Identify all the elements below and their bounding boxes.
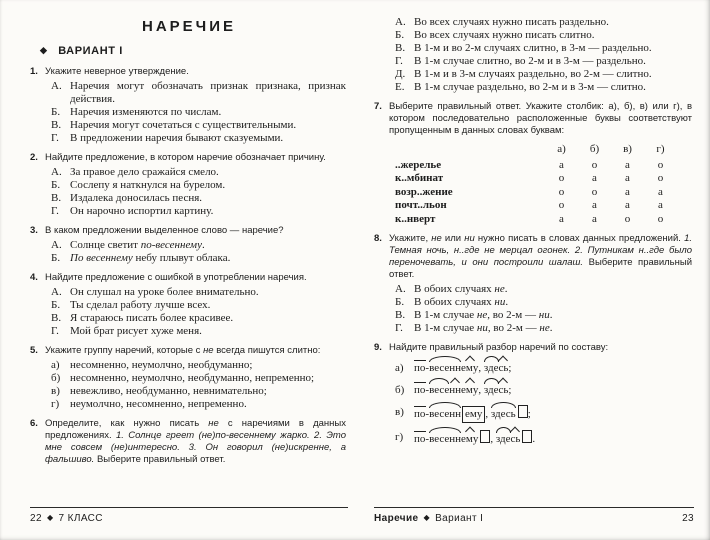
answer-option bbox=[395, 309, 694, 322]
question-stem bbox=[389, 101, 694, 137]
answer-option bbox=[51, 312, 348, 325]
text-run: неумолчно, несомненно, непременно. bbox=[70, 398, 247, 410]
answer-option bbox=[51, 325, 348, 338]
option-text bbox=[70, 80, 348, 106]
page-title: НАРЕЧИЕ bbox=[141, 18, 236, 35]
option-text bbox=[414, 322, 694, 335]
text-run: Выберите правильный ответ. bbox=[389, 257, 692, 280]
table-col-header: а) bbox=[557, 143, 566, 155]
text-run: В 1-м и во 2-м случаях слитно, в 3-м — раздельно. bbox=[414, 42, 652, 54]
text-run: Наречия изменяются по числам. bbox=[70, 106, 222, 118]
answer-option bbox=[395, 405, 694, 423]
morpheme-suffix: сь bbox=[510, 433, 521, 445]
option-text bbox=[70, 325, 348, 338]
answer-option bbox=[51, 398, 348, 411]
option-text bbox=[414, 81, 694, 94]
answer-option bbox=[51, 80, 348, 106]
text-run: нужно писать в словах данных предложений. bbox=[474, 233, 685, 244]
morpheme-suffix: ему bbox=[461, 362, 479, 374]
text-run: , во 2-м — bbox=[487, 309, 539, 321]
text-run: ; bbox=[527, 408, 531, 420]
option-label: в) bbox=[51, 385, 60, 397]
morpheme-suffix: сь bbox=[498, 362, 509, 374]
text-run: Определите, как нужно писать bbox=[45, 418, 209, 429]
question-head bbox=[30, 418, 348, 466]
question-head bbox=[30, 272, 348, 284]
question-number: 7. bbox=[374, 101, 382, 112]
text-run: . bbox=[504, 283, 508, 295]
option-text bbox=[70, 179, 348, 192]
text-run: , bbox=[478, 362, 484, 374]
text-run: ни bbox=[476, 322, 488, 334]
text-run: ни bbox=[464, 233, 475, 244]
text-run: или bbox=[441, 233, 465, 244]
table-cell: а bbox=[625, 199, 630, 211]
option-label: Г. bbox=[51, 205, 59, 217]
question-stem bbox=[45, 152, 348, 164]
answer-option bbox=[51, 252, 348, 265]
option-text bbox=[414, 430, 694, 447]
answer-option bbox=[395, 42, 694, 55]
morpheme-zero bbox=[480, 430, 490, 443]
morpheme-zero bbox=[518, 405, 528, 418]
text-run: . bbox=[532, 433, 536, 445]
page-left bbox=[20, 0, 356, 540]
answer-option bbox=[51, 239, 348, 252]
question-head bbox=[30, 152, 348, 164]
option-label: В. bbox=[395, 42, 406, 54]
question-2 bbox=[30, 152, 348, 218]
text-run: небу плывут облака. bbox=[132, 252, 231, 264]
question-number: 9. bbox=[374, 342, 382, 353]
option-text bbox=[414, 42, 694, 55]
table-row bbox=[395, 186, 694, 200]
option-label: А. bbox=[51, 80, 62, 92]
question-head bbox=[30, 345, 348, 357]
table-word: ..жерелье bbox=[395, 158, 442, 171]
text-run: Наречия могут сочетаться с существительными. bbox=[70, 119, 297, 131]
option-text bbox=[70, 205, 348, 218]
table-cell: а bbox=[658, 185, 663, 198]
option-label: А. bbox=[395, 283, 406, 295]
text-run: Он нарочно испортил картину. bbox=[70, 205, 214, 217]
table-col-header: г) bbox=[656, 143, 665, 155]
option-label: Б. bbox=[51, 106, 61, 118]
option-text bbox=[70, 192, 348, 205]
option-text bbox=[414, 16, 694, 29]
table-cell: о bbox=[591, 185, 598, 198]
table-cell: о bbox=[558, 185, 565, 198]
question-stem bbox=[45, 418, 348, 466]
answer-option bbox=[395, 16, 694, 29]
answer-option bbox=[395, 68, 694, 81]
option-text bbox=[70, 166, 348, 179]
text-run: 1. Солнце греет (не)по-весеннему жарко. 2. Это мне совсем (не)интересно. 3. Он говорил (не)искренне, а фальшиво. bbox=[45, 430, 346, 465]
answer-option bbox=[395, 383, 694, 398]
answer-option bbox=[395, 55, 694, 68]
text-run: Найдите предложение, в котором наречие обозначает причину. bbox=[45, 152, 326, 163]
text-run: невежливо, необдуманно, невнимательно; bbox=[70, 385, 267, 397]
morpheme-zero bbox=[522, 430, 532, 443]
option-label: в) bbox=[395, 406, 404, 418]
table-cell: а bbox=[625, 185, 630, 198]
text-run: всегда пишутся слитно: bbox=[213, 345, 321, 356]
option-label: Б. bbox=[395, 296, 405, 308]
option-text bbox=[414, 405, 694, 423]
table-word: к..мбинат bbox=[395, 172, 444, 184]
morpheme-root: зде bbox=[495, 433, 511, 445]
table-header-row bbox=[395, 143, 694, 157]
table-cell: а bbox=[559, 212, 564, 225]
table-cell: о bbox=[657, 158, 664, 171]
answer-option bbox=[51, 166, 348, 179]
text-run: Выберите правильный ответ. Укажите столбик: а), б), в) или г), в котором последовательно расположенные буквы соответствуют пропущенным в данных словах буквам: bbox=[389, 101, 692, 136]
option-text bbox=[70, 312, 348, 325]
option-label: Г. bbox=[395, 55, 403, 67]
table-word-spacer bbox=[395, 143, 545, 157]
page-footer-left bbox=[30, 507, 348, 524]
answer-option bbox=[51, 359, 348, 372]
question-head bbox=[30, 225, 348, 237]
question-head bbox=[374, 101, 694, 137]
table-col-header: в) bbox=[623, 143, 632, 155]
text-run: , bbox=[478, 384, 484, 396]
option-text bbox=[414, 309, 694, 322]
answer-option bbox=[51, 299, 348, 312]
text-run: 1. Темная ночь, н..где не мерцал огонек. 2. Путникам н..где было переночевать, и они построили шалаш. bbox=[389, 233, 692, 268]
diamond-icon: ◆ bbox=[46, 513, 54, 522]
question-1 bbox=[30, 66, 348, 145]
option-label: Б. bbox=[51, 252, 61, 264]
table-cell: о bbox=[591, 158, 598, 171]
question-head bbox=[30, 66, 348, 78]
text-run: не bbox=[476, 309, 488, 321]
text-run: ; bbox=[508, 362, 512, 374]
option-text bbox=[70, 286, 348, 299]
table-col-header: б) bbox=[589, 143, 600, 155]
text-run: ни bbox=[494, 296, 506, 308]
option-label: Е. bbox=[395, 81, 405, 93]
footer-section: Наречие bbox=[374, 513, 419, 524]
text-run: , bbox=[490, 433, 496, 445]
answer-option bbox=[51, 119, 348, 132]
question-number: 6. bbox=[30, 418, 38, 429]
option-label: Д. bbox=[395, 68, 406, 80]
footer-variant: Вариант I bbox=[435, 513, 484, 524]
text-run: Укажите группу наречий, которые с bbox=[45, 345, 204, 356]
table-row bbox=[395, 172, 694, 186]
text-run: не bbox=[203, 345, 214, 356]
question-head bbox=[374, 342, 694, 354]
text-run: Он слушал на уроке более внимательно. bbox=[70, 286, 259, 298]
text-run: В 1-м случае раздельно, во 2-м и в 3-м — слитно. bbox=[414, 81, 646, 93]
question-stem bbox=[389, 233, 694, 281]
text-run: Мой брат рисует хуже меня. bbox=[70, 325, 202, 337]
text-run: Найдите правильный разбор наречий по составу: bbox=[389, 342, 609, 353]
page-footer-right bbox=[374, 507, 694, 524]
answer-option bbox=[395, 361, 694, 376]
text-run: В 1-м случае слитно, во 2-м и в 3-м — раздельно. bbox=[414, 55, 646, 67]
option-text bbox=[70, 359, 348, 372]
footer-label: 7 КЛАСС bbox=[58, 513, 103, 524]
text-run: Ты сделал работу лучше всех. bbox=[70, 299, 211, 311]
question-number: 3. bbox=[30, 225, 38, 236]
morpheme-ending: ему bbox=[462, 406, 485, 423]
answer-option bbox=[395, 283, 694, 296]
text-run: Издалека доносилась песня. bbox=[70, 192, 203, 204]
option-label: В. bbox=[395, 309, 406, 321]
text-run: ; bbox=[508, 384, 512, 396]
morpheme-root: здесь bbox=[490, 408, 516, 420]
question-8 bbox=[374, 233, 694, 335]
table-cell: а bbox=[559, 158, 564, 171]
answer-option bbox=[51, 205, 348, 218]
option-label: Г. bbox=[395, 322, 403, 334]
option-text bbox=[70, 252, 348, 265]
option-text bbox=[70, 299, 348, 312]
text-run: Укажите неверное утверждение. bbox=[45, 66, 189, 77]
question-stem bbox=[45, 66, 348, 78]
text-run: ни bbox=[538, 309, 550, 321]
answer-option bbox=[395, 29, 694, 42]
answer-option bbox=[51, 192, 348, 205]
option-label: а) bbox=[395, 362, 404, 374]
question-9 bbox=[374, 342, 694, 447]
text-run: В предложении наречия бывают сказуемыми. bbox=[70, 132, 284, 144]
question-number: 1. bbox=[30, 66, 38, 77]
morpheme-suffix: сь bbox=[498, 384, 509, 396]
table-cell: а bbox=[592, 199, 597, 211]
table-row bbox=[395, 199, 694, 213]
answer-option bbox=[51, 132, 348, 145]
letter-table bbox=[395, 143, 694, 226]
text-run: Выберите правильный ответ. bbox=[94, 454, 226, 465]
option-label: А. bbox=[51, 239, 62, 251]
table-word: почт..льон bbox=[395, 199, 447, 211]
option-label: г) bbox=[51, 398, 60, 410]
option-text bbox=[70, 385, 348, 398]
morpheme-root: весенн bbox=[429, 433, 462, 445]
diamond-icon: ◆ bbox=[423, 513, 431, 522]
question-stem bbox=[389, 342, 694, 354]
morpheme-root: весе bbox=[429, 384, 450, 396]
table-cell: о bbox=[657, 172, 664, 184]
table-cell: а bbox=[658, 199, 663, 211]
text-run: с наречиями в данных предложениях. bbox=[45, 418, 346, 441]
question-3 bbox=[30, 225, 348, 265]
option-text bbox=[70, 372, 348, 385]
question-number: 8. bbox=[374, 233, 382, 244]
option-label: б) bbox=[395, 384, 405, 396]
text-run: В 1-м и в 3-м случаях раздельно, во 2-м — слитно. bbox=[414, 68, 652, 80]
table-cell: о bbox=[657, 212, 664, 225]
text-run: Найдите предложение с ошибкой в употреблении наречия. bbox=[45, 272, 307, 283]
text-run: Солнце светит bbox=[70, 239, 141, 251]
text-run: Я стараюсь писать более красивее. bbox=[70, 312, 234, 324]
morpheme-root: весенн bbox=[429, 362, 462, 374]
option-text bbox=[70, 132, 348, 145]
question-continued bbox=[374, 16, 694, 94]
answer-option bbox=[395, 296, 694, 309]
text-run: По весеннему bbox=[70, 252, 133, 264]
text-run: несомненно, неумолчно, необдуманно; bbox=[70, 359, 253, 371]
text-run: В 1-м случае bbox=[414, 309, 477, 321]
text-run: , во 2-м — bbox=[487, 322, 540, 334]
answer-option bbox=[51, 372, 348, 385]
text-run: Укажите, bbox=[389, 233, 432, 244]
question-head bbox=[374, 233, 694, 281]
answer-option bbox=[51, 106, 348, 119]
table-row bbox=[395, 159, 694, 173]
morpheme-prefix: по- bbox=[414, 362, 430, 374]
question-stem bbox=[45, 345, 348, 357]
option-label: Б. bbox=[51, 299, 61, 311]
option-text bbox=[70, 119, 348, 132]
table-cell: а bbox=[592, 172, 597, 184]
question-6 bbox=[30, 418, 348, 466]
page-number: 22 bbox=[30, 513, 42, 524]
question-number: 5. bbox=[30, 345, 38, 356]
questions-left bbox=[30, 66, 348, 466]
option-label: А. bbox=[51, 286, 62, 298]
table-cell: а bbox=[625, 158, 630, 171]
option-label: В. bbox=[51, 312, 62, 324]
page-right bbox=[372, 0, 700, 540]
question-number: 4. bbox=[30, 272, 38, 283]
option-label: В. bbox=[51, 192, 62, 204]
variant-label: ВАРИАНТ I bbox=[58, 45, 123, 57]
question-number: 2. bbox=[30, 152, 38, 163]
option-text bbox=[414, 361, 694, 376]
option-text bbox=[70, 239, 348, 252]
option-text bbox=[414, 383, 694, 398]
text-run: несомненно, неумолчно, необдуманно, непременно; bbox=[70, 372, 315, 384]
morpheme-root: зде bbox=[483, 384, 499, 396]
answer-option bbox=[51, 179, 348, 192]
morpheme-root: зде bbox=[483, 362, 499, 374]
text-run: по-весеннему bbox=[140, 239, 202, 251]
table-word: возр..жение bbox=[395, 185, 453, 198]
answer-option bbox=[51, 286, 348, 299]
question-4 bbox=[30, 272, 348, 338]
table-cell: о bbox=[558, 199, 565, 211]
text-run: , bbox=[485, 408, 491, 420]
text-run: В каком предложении выделенное слово — наречие? bbox=[45, 225, 284, 236]
option-label: Г. bbox=[51, 132, 59, 144]
text-run: Во всех случаях нужно писать раздельно. bbox=[414, 16, 609, 28]
option-label: а) bbox=[51, 359, 60, 371]
option-label: В. bbox=[51, 119, 62, 131]
question-stem bbox=[45, 225, 348, 237]
option-text bbox=[70, 398, 348, 411]
text-run: В обоих случаях bbox=[414, 283, 495, 295]
option-text bbox=[414, 29, 694, 42]
answer-option bbox=[395, 322, 694, 335]
morpheme-suffix: ему bbox=[461, 384, 479, 396]
morpheme-prefix: по- bbox=[414, 408, 430, 420]
table-row bbox=[395, 213, 694, 227]
table-cell: о bbox=[558, 172, 565, 184]
answer-option bbox=[51, 385, 348, 398]
option-label: Б. bbox=[395, 29, 405, 41]
questions-right bbox=[374, 16, 694, 447]
question-stem bbox=[45, 272, 348, 284]
option-text bbox=[414, 283, 694, 296]
text-run: не bbox=[539, 322, 550, 334]
text-run: Во всех случаях нужно писать слитно. bbox=[414, 29, 595, 41]
option-text bbox=[414, 296, 694, 309]
option-label: А. bbox=[395, 16, 406, 28]
table-word: к..нверт bbox=[395, 212, 436, 225]
text-run: не bbox=[494, 283, 505, 295]
text-run: . bbox=[505, 296, 509, 308]
text-run: . bbox=[549, 309, 553, 321]
text-run: не bbox=[431, 233, 442, 244]
option-text bbox=[414, 55, 694, 68]
variant-heading bbox=[40, 45, 348, 57]
text-run: не bbox=[208, 418, 219, 429]
morpheme-root: весенн bbox=[429, 408, 462, 420]
option-label: б) bbox=[51, 372, 61, 384]
morpheme-suffix: нн bbox=[449, 384, 462, 396]
table-cell: а bbox=[592, 212, 597, 225]
table-cell: о bbox=[624, 212, 631, 225]
text-run: За правое дело сражайся смело. bbox=[70, 166, 219, 178]
morpheme-suffix: ему bbox=[461, 433, 479, 445]
option-label: А. bbox=[51, 166, 62, 178]
text-run: В обоих случаях bbox=[414, 296, 495, 308]
text-run: В 1-м случае bbox=[414, 322, 477, 334]
text-run: . bbox=[549, 322, 553, 334]
option-label: Г. bbox=[51, 325, 59, 337]
question-7 bbox=[374, 101, 694, 226]
text-run: . bbox=[201, 239, 205, 251]
table-cell: а bbox=[625, 172, 630, 184]
answer-option bbox=[395, 81, 694, 94]
text-run: Наречия могут обозначать признак признака, признак действия. bbox=[70, 80, 346, 105]
option-label: Б. bbox=[51, 179, 61, 191]
option-label: г) bbox=[395, 431, 404, 443]
option-text bbox=[414, 68, 694, 81]
option-text bbox=[70, 106, 348, 119]
diamond-icon: ◆ bbox=[40, 45, 48, 55]
text-run: Сослепу я наткнулся на бурелом. bbox=[70, 179, 226, 191]
morpheme-prefix: по- bbox=[414, 433, 430, 445]
morpheme-prefix: по- bbox=[414, 384, 430, 396]
page-number: 23 bbox=[682, 513, 694, 524]
answer-option bbox=[395, 430, 694, 447]
question-5 bbox=[30, 345, 348, 411]
